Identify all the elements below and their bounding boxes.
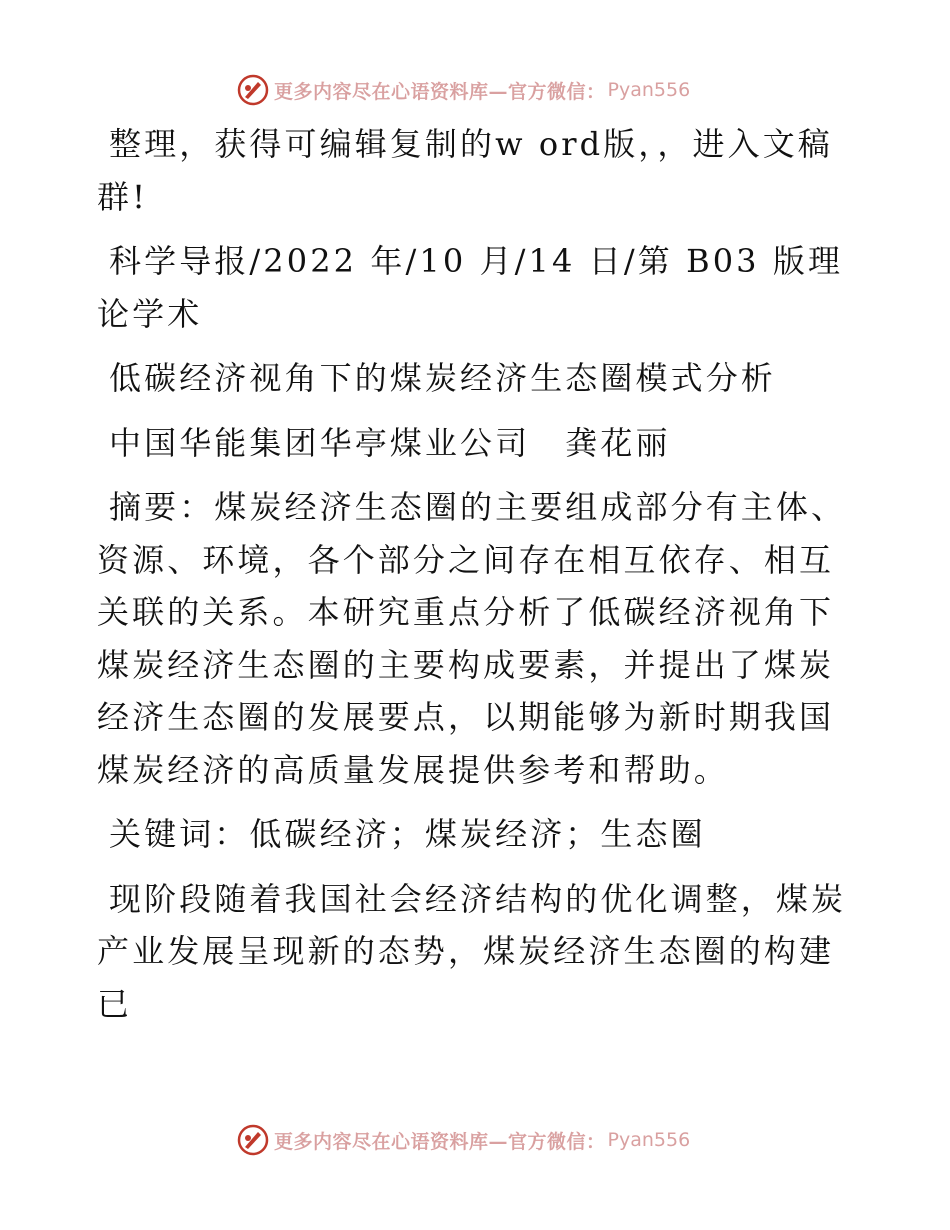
- watermark-contact: Pyan556: [607, 79, 691, 101]
- logo-icon: [236, 1123, 270, 1157]
- body-paragraph: 现阶段随着我国社会经济结构的优化调整，煤炭产业发展呈现新的态势，煤炭经济生态圈的构建已: [97, 879, 847, 1023]
- keywords-line: 关键词：低碳经济；煤炭经济；生态圈: [109, 815, 706, 853]
- watermark-text: 更多内容尽在心语资料库—官方微信：: [274, 1130, 606, 1153]
- source-line: 科学导报/2022 年/10 月/14 日/第 B03 版理论学术: [97, 242, 844, 333]
- watermark-contact: Pyan556: [607, 1129, 691, 1151]
- article-title: 低碳经济视角下的煤炭经济生态圈模式分析: [109, 359, 776, 397]
- intro-paragraph: 整理，获得可编辑复制的w ord版，，进入文稿群!: [97, 125, 833, 216]
- logo-icon: [236, 73, 270, 107]
- author-line: 中国华能集团华亭煤业公司 龚花丽: [109, 423, 671, 462]
- abstract-paragraph: 摘要：煤炭经济生态圈的主要组成部分有主体、资源、环境，各个部分之间存在相互依存、相互关联的关系。本研究重点分析了低碳经济视角下煤炭经济生态圈的主要构成要素，并提出了煤炭经济生态圈的发展要点，以期能够为新时期我国煤炭经济的高质量发展提供参考和帮助。: [97, 488, 847, 789]
- document-content: [97, 118, 857, 1042]
- watermark-footer: [236, 1122, 690, 1158]
- watermark-text: 更多内容尽在心语资料库—官方微信：: [274, 80, 606, 103]
- watermark-header: [236, 72, 690, 108]
